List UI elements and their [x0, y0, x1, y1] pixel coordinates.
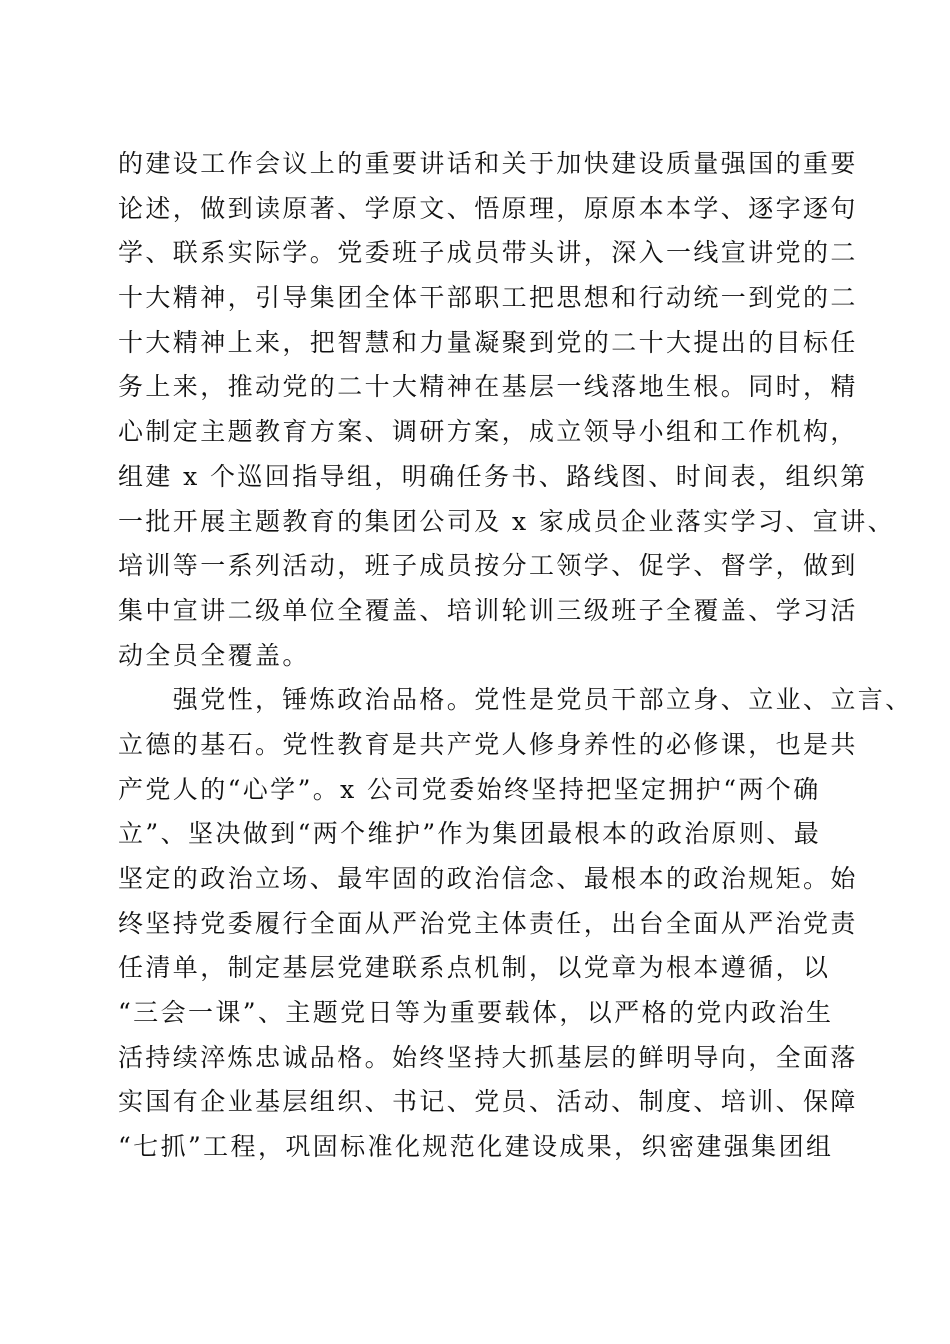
text-line: 十大精神上来，把智慧和力量凝聚到党的二十大提出的目标任	[118, 327, 858, 357]
text-line: 立”、坚决做到“两个维护”作为集团最根本的政治原则、最	[118, 819, 822, 849]
paragraph-1	[118, 142, 895, 678]
text-line: 培训等一系列活动，班子成员按分工领学、促学、督学，做到	[118, 551, 858, 581]
text-line: 务上来，推动党的二十大精神在基层一线落地生根。同时，精	[118, 372, 858, 402]
document-body	[118, 142, 913, 1170]
text-line: 的建设工作会议上的重要讲话和关于加快建设质量强国的重要	[118, 149, 858, 178]
text-line: 一批开展主题教育的集团公司及 x 家成员企业落实学习、宣讲、	[118, 506, 895, 536]
text-line: 十大精神，引导集团全体干部职工把思想和行动统一到党的二	[118, 283, 858, 313]
text-line: 强党性，锤炼政治品格。党性是党员干部立身、立业、立言、	[118, 685, 913, 715]
text-line: 组建 x 个巡回指导组，明确任务书、路线图、时间表，组织第	[118, 461, 868, 491]
text-line: 任清单，制定基层党建联系点机制，以党章为根本遵循，以	[118, 953, 831, 983]
paragraph-2	[118, 678, 913, 1170]
text-line: 产党人的“心学”。x 公司党委始终坚持把坚定拥护“两个确	[118, 774, 821, 804]
text-line: 学、联系实际学。党委班子成员带头讲，深入一线宣讲党的二	[118, 238, 858, 268]
text-line: “三会一课”、主题党日等为重要载体，以严格的党内政治生	[118, 998, 834, 1028]
text-line: 集中宣讲二级单位全覆盖、培训轮训三级班子全覆盖、学习活	[118, 595, 858, 625]
text-line: 论述，做到读原著、学原文、悟原理，原原本本学、逐字逐句	[118, 193, 858, 223]
text-line: 动全员全覆盖。	[118, 640, 310, 670]
text-line: 立德的基石。党性教育是共产党人修身养性的必修课，也是共	[118, 729, 858, 759]
text-line: “七抓”工程，巩固标准化规范化建设成果，织密建强集团组	[118, 1132, 834, 1162]
text-line: 心制定主题教育方案、调研方案，成立领导小组和工作机构，	[118, 417, 858, 447]
text-line: 坚定的政治立场、最牢固的政治信念、最根本的政治规矩。始	[118, 864, 858, 893]
text-line: 终坚持党委履行全面从严治党主体责任，出台全面从严治党责	[118, 908, 858, 938]
text-line: 活持续淬炼忠诚品格。始终坚持大抓基层的鲜明导向，全面落	[118, 1042, 858, 1072]
text-line: 实国有企业基层组织、书记、党员、活动、制度、培训、保障	[118, 1087, 858, 1117]
